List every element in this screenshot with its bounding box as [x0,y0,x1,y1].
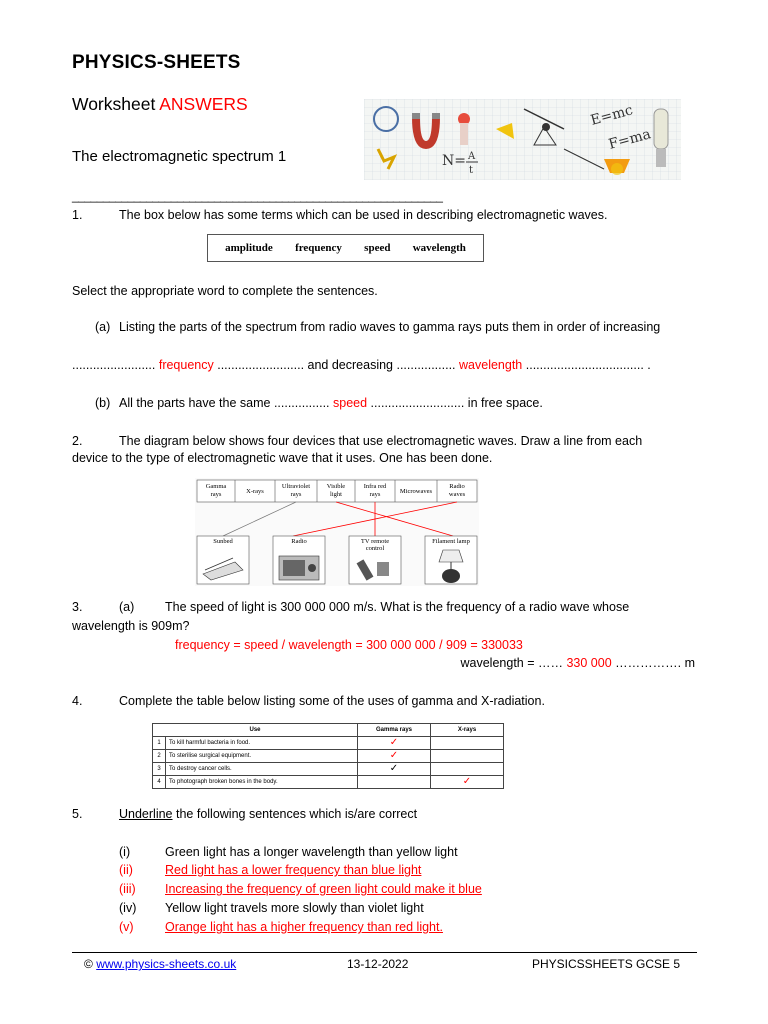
q5-item-text-correct: Orange light has a higher frequency than red light. [165,920,443,934]
q3-result-value: 330 000 [566,656,612,670]
term: frequency [295,242,342,254]
dot-leader: .................................. . [525,358,651,372]
header-rule: ____________________________________________________________ [72,189,443,203]
svg-text:F=ma: F=ma [606,126,653,153]
terms-box [207,234,484,262]
dot-leader: ......................... and decreasing ................. [217,358,456,372]
gamma-tick: ✓ [358,763,431,776]
table-header-row [153,724,504,737]
device-label: Sunbed [213,538,233,545]
q3-part: (a) [119,600,135,614]
dot-leader: ........................ [72,358,156,372]
brand-title: PHYSICS-SHEETS [72,52,241,73]
q1a-text: Listing the parts of the spectrum from radio waves to gamma rays puts them in order of increasing [119,320,661,334]
q4-number: 4. [72,694,83,708]
col-header-use: Use [153,724,358,737]
row-number: 1 [153,737,166,750]
wave-boxes [197,480,477,502]
footer-date: 13-12-2022 [347,957,409,971]
table-row [153,750,504,763]
gamma-tick [358,776,431,789]
q1a-label: (a) [95,320,111,334]
term: wavelength [412,242,466,254]
svg-text:t: t [469,165,474,176]
worksheet-label: Worksheet [72,94,156,114]
col-header-xrays: X-rays [431,724,504,737]
q3-working: frequency = speed / wavelength = 300 000 000 / 909 = 330033 [175,638,523,652]
q5-item-text: Yellow light travels more slowly than violet light [165,901,424,915]
q2-text-line2: device to the type of electromagnetic wave that it uses. One has been done. [72,451,493,465]
row-number: 3 [153,763,166,776]
q1-text: The box below has some terms which can be used in describing electromagnetic waves. [119,208,608,222]
q2-number: 2. [72,434,83,448]
wave-label: Ultraviolet [281,483,311,490]
row-use: To destroy cancer cells. [166,763,358,776]
q4-text: Complete the table below listing some of the uses of gamma and X-radiation. [119,694,545,708]
wave-label: rays [290,491,302,498]
row-number: 4 [153,776,166,789]
worksheet-heading [72,94,248,115]
svg-text:E=mc: E=mc [588,102,635,129]
row-use: To sterilise surgical equipment. [166,750,358,763]
q2-text-line1: The diagram below shows four devices that use electromagnetic waves. Draw a line from each [119,434,643,448]
q3-result-suffix: ……………. m [615,656,695,670]
physics-doodle-illustration [364,99,681,180]
answer-frequency: frequency [158,358,214,372]
website-link[interactable]: www.physics-sheets.co.uk [96,957,237,971]
term: speed [364,242,391,254]
table-row [153,737,504,750]
q1b-label: (b) [95,396,111,410]
row-use: To kill harmful bacteria in food. [166,737,358,750]
table-row [153,763,504,776]
wave-label: Radio [449,483,465,490]
q5-text-rest: the following sentences which is/are correct [176,807,418,821]
gamma-tick: ✓ [358,750,431,763]
svg-text:N=: N= [442,153,466,169]
xray-tick [431,737,504,750]
term: amplitude [225,242,273,254]
table-row [153,776,504,789]
q3-text-line1: The speed of light is 300 000 000 m/s. What is the frequency of a radio wave whose [165,600,630,614]
answer-speed: speed [333,396,368,410]
footer-link-block [84,957,236,971]
wave-label: rays [210,491,222,498]
device-label: control [365,545,385,552]
q1-instruction: Select the appropriate word to complete the sentences. [72,284,378,298]
q5-item-text: Green light has a longer wavelength than yellow light [165,845,458,859]
q3-result-prefix: wavelength = …… [460,656,563,670]
gamma-tick: ✓ [358,737,431,750]
wave-label: waves [448,491,466,498]
answer-wavelength: wavelength [459,358,523,372]
footer-code: PHYSICSSHEETS GCSE 5 [532,957,681,971]
uses-table [152,723,504,789]
wave-label: Microwaves [399,488,433,495]
answers-label: ANSWERS [159,94,248,114]
xray-tick [431,763,504,776]
svg-text:A: A [468,151,476,162]
q5-text [119,807,417,821]
q5-item-text-correct: Red light has a lower frequency than blue light [165,863,422,877]
wave-label: rays [369,491,381,498]
q1a-answer-line [72,358,651,372]
xray-tick: ✓ [431,776,504,789]
q5-item-label: (ii) [119,863,133,877]
q5-underline-word: Underline [119,807,173,821]
q3-text-line2: wavelength is 909m? [72,619,190,633]
q5-item-label: (v) [119,920,134,934]
q3-number: 3. [72,600,83,614]
q1b-line [119,396,543,410]
topic-title: The electromagnetic spectrum 1 [72,148,287,165]
col-header-gamma: Gamma rays [358,724,431,737]
q5-item-text-correct: Increasing the frequency of green light could make it blue [165,882,482,896]
q5-number: 5. [72,807,83,821]
xray-tick [431,750,504,763]
device-label: Radio [291,538,307,545]
q3-result [461,656,696,670]
q1b-text: All the parts have the same ................ [119,396,330,410]
row-number: 2 [153,750,166,763]
wave-label: Gamma [205,483,227,490]
q5-item-label: (iii) [119,882,136,896]
device-label: Filament lamp [432,538,470,545]
row-use: To photograph broken bones in the body. [166,776,358,789]
q1-number: 1. [72,208,83,222]
device-label: TV remote [360,538,390,545]
wave-label: light [330,491,342,498]
em-matching-diagram [195,478,479,586]
q5-item-label: (iv) [119,901,137,915]
wave-label: Infra red [363,483,387,490]
footer-divider [72,952,697,953]
copyright-symbol: © [84,957,93,971]
q5-item-label: (i) [119,845,131,859]
wave-label: X-rays [246,488,264,495]
wave-label: Visible [326,483,346,490]
q1b-end: ........................... in free space. [370,396,543,410]
